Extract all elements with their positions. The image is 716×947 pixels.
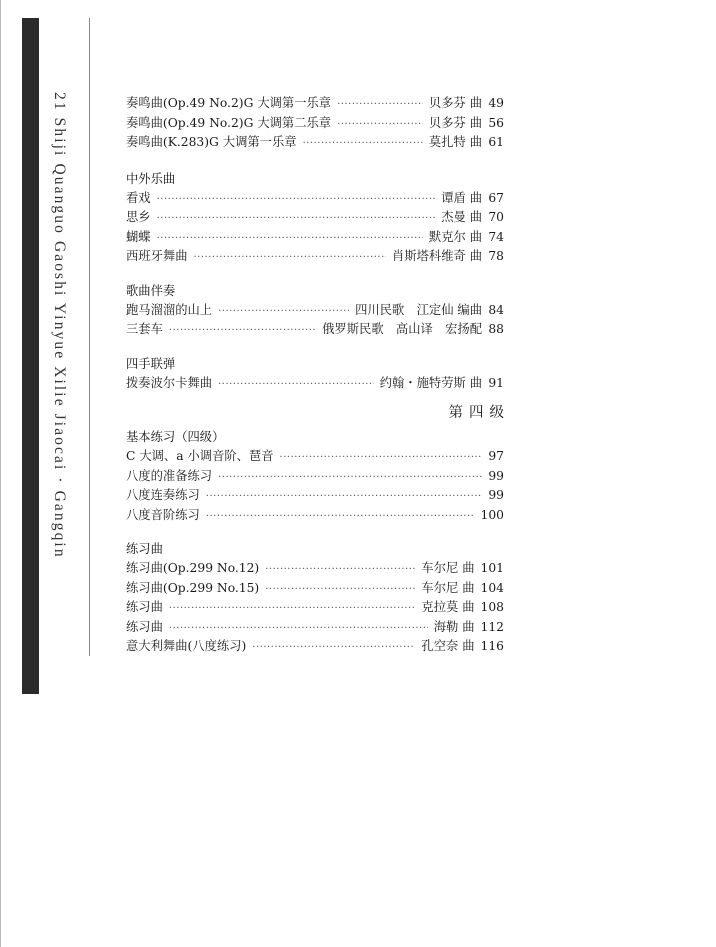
- spine-bar: [22, 18, 39, 694]
- entry-page: 100: [480, 507, 504, 522]
- toc-entry[interactable]: [126, 228, 504, 248]
- toc-entry[interactable]: [126, 559, 504, 579]
- page-left-edge: [0, 0, 1, 947]
- entry-credit: 谭盾 曲: [441, 190, 482, 205]
- entry-credit: 约翰・施特劳斯 曲: [379, 375, 482, 390]
- entry-title: 奏鸣曲(Op.49 No.2)G 大调第二乐章: [126, 115, 332, 130]
- toc-entry[interactable]: [126, 579, 504, 599]
- dot-leader: [337, 115, 423, 135]
- entry-page: 99: [488, 488, 504, 502]
- dot-leader: [169, 321, 316, 341]
- entry-page: 67: [488, 190, 504, 205]
- dot-leader: [337, 95, 423, 115]
- vertical-rule: [89, 18, 90, 656]
- section-heading: 四手联弹: [126, 356, 176, 371]
- entry-title: 思乡: [126, 210, 151, 224]
- dot-leader: [194, 248, 387, 268]
- level-title: 第四级: [448, 405, 510, 421]
- entry-page: 78: [488, 249, 504, 263]
- entry-page: 84: [488, 302, 504, 317]
- dot-leader: [169, 619, 428, 639]
- dot-leader: [157, 229, 423, 249]
- toc-entry[interactable]: [126, 637, 504, 657]
- entry-page: 49: [488, 96, 504, 110]
- dot-leader: [157, 190, 436, 210]
- entry-credit: 默克尔 曲: [428, 229, 482, 244]
- toc-entry[interactable]: [126, 301, 504, 321]
- toc-entry[interactable]: [126, 486, 504, 506]
- toc-entry[interactable]: [126, 208, 504, 228]
- entry-credit: 俄罗斯民歌 高山译 宏扬配: [322, 322, 482, 336]
- entry-title: 八度的准备练习: [126, 468, 213, 483]
- entry-title: 蝴蝶: [126, 229, 151, 244]
- entry-title: 三套车: [126, 322, 163, 336]
- entry-page: 74: [488, 229, 504, 244]
- entry-title: 跑马溜溜的山上: [126, 302, 213, 317]
- entry-credit: 海勒 曲: [433, 619, 475, 634]
- entry-title: 奏鸣曲(Op.49 No.2)G 大调第一乐章: [126, 96, 332, 110]
- entry-title: 看戏: [126, 190, 151, 205]
- toc-entry[interactable]: [126, 133, 504, 153]
- dot-leader: [206, 487, 482, 507]
- dot-leader: [218, 302, 349, 322]
- toc-entry[interactable]: [126, 374, 504, 394]
- toc-entry[interactable]: [126, 114, 504, 134]
- entry-page: 88: [488, 322, 504, 336]
- entry-credit: 四川民歌 江定仙 编曲: [355, 302, 482, 317]
- entry-credit: 孔空奈 曲: [421, 639, 475, 653]
- entry-title: 拨奏波尔卡舞曲: [126, 375, 213, 390]
- toc-entry[interactable]: [126, 189, 504, 209]
- toc-entry[interactable]: [126, 506, 504, 526]
- entry-page: 99: [488, 468, 504, 483]
- dot-leader: [265, 560, 415, 580]
- entry-credit: 贝多芬 曲: [428, 96, 482, 110]
- entry-credit: 贝多芬 曲: [428, 115, 482, 130]
- entry-title: 意大利舞曲(八度练习): [126, 639, 247, 653]
- section-heading: 基本练习（四级）: [126, 430, 225, 444]
- entry-title: 奏鸣曲(K.283)G 大调第一乐章: [126, 135, 297, 149]
- toc-entry[interactable]: [126, 467, 504, 487]
- dot-leader: [218, 468, 482, 488]
- entry-title: 八度音阶练习: [126, 507, 200, 522]
- toc-entry[interactable]: [126, 247, 504, 267]
- entry-page: 108: [480, 600, 504, 614]
- dot-leader: [169, 599, 416, 619]
- entry-page: 61: [488, 135, 504, 149]
- entry-title: 练习曲: [126, 600, 163, 614]
- dot-leader: [206, 507, 475, 527]
- toc-entry[interactable]: [126, 618, 504, 638]
- toc-entry[interactable]: [126, 598, 504, 618]
- entry-credit: 克拉莫 曲: [421, 600, 475, 614]
- dot-leader: [303, 134, 423, 154]
- entry-credit: 车尔尼 曲: [421, 580, 475, 595]
- entry-title: 练习曲(Op.299 No.15): [126, 580, 260, 595]
- dot-leader: [157, 209, 436, 229]
- entry-page: 91: [488, 375, 504, 390]
- entry-title: 练习曲: [126, 619, 163, 634]
- table-of-contents: [126, 94, 510, 657]
- entry-page: 56: [488, 115, 504, 130]
- section-heading: 中外乐曲: [126, 171, 176, 186]
- entry-page: 116: [480, 639, 504, 653]
- entry-page: 101: [480, 561, 504, 575]
- entry-page: 104: [480, 580, 504, 595]
- section-heading: 练习曲: [126, 542, 163, 556]
- entry-page: 97: [488, 449, 504, 463]
- entry-credit: 车尔尼 曲: [421, 561, 475, 575]
- section-heading: 歌曲伴奏: [126, 283, 176, 298]
- entry-credit: 杰曼 曲: [441, 210, 482, 224]
- entry-title: 八度连奏练习: [126, 488, 200, 502]
- spine-title: 21 Shiji Quanguo Gaoshi Yinyue Xilie Jiaocai · Gangqin: [51, 92, 68, 559]
- dot-leader: [218, 375, 374, 395]
- entry-title: 西班牙舞曲: [126, 249, 188, 263]
- dot-leader: [265, 580, 415, 600]
- dot-leader: [252, 638, 415, 658]
- entry-page: 112: [480, 619, 504, 634]
- toc-group-sonatas: [126, 94, 504, 153]
- toc-entry[interactable]: [126, 94, 504, 114]
- toc-entry[interactable]: [126, 320, 504, 340]
- toc-entry[interactable]: [126, 447, 504, 467]
- entry-title: C 大调、a 小调音阶、琶音: [126, 449, 274, 463]
- entry-credit: 肖斯塔科维奇 曲: [392, 249, 482, 263]
- entry-title: 练习曲(Op.299 No.12): [126, 561, 260, 575]
- entry-page: 70: [488, 210, 504, 224]
- dot-leader: [280, 448, 482, 468]
- entry-credit: 莫扎特 曲: [428, 135, 482, 149]
